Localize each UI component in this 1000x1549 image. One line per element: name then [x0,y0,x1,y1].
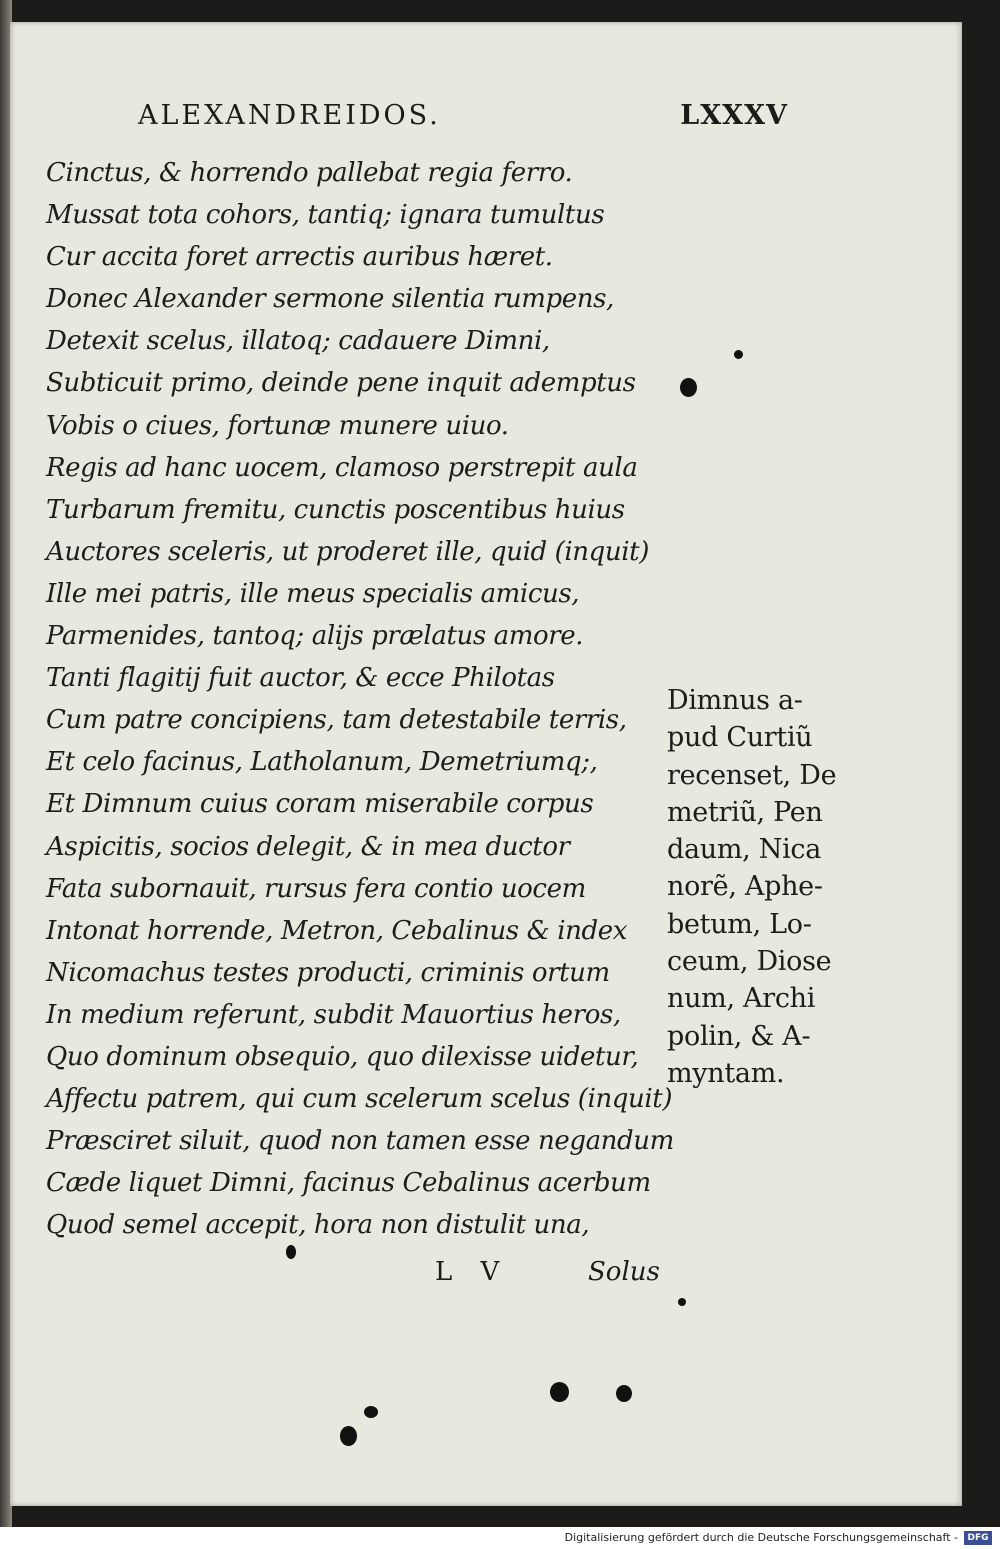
signature-mark: L V [435,1257,510,1287]
verse-line: Cinctus, & horrendo pallebat regia ferro. [46,158,573,188]
ink-spot [364,1406,378,1418]
catchword: Solus [588,1257,660,1287]
verse-text [46,152,686,1246]
marginal-note-line: myntam. [667,1057,785,1089]
verse-line: Mussat tota cohors, tantiq; ignara tumultus [46,200,605,231]
ink-spot [734,350,743,359]
verse-line: Quo dominum obsequio, quo dilexisse uidetur, [46,1041,639,1072]
ink-spot [678,1298,686,1306]
verse-line: Nicomachus testes producti, criminis ortum [46,957,610,988]
verse-line: Quod semel accepit, hora non distulit una, [46,1210,590,1241]
verse-line: Turbarum fremitu, cunctis poscentibus huius [46,494,625,525]
marginal-note-line: num, Archi [667,983,816,1015]
folio-number: LXXXV [680,100,788,131]
credit-text: Digitalisierung gefördert durch die Deutsche Forschungsgemeinschaft - [564,1531,958,1544]
dfg-logo: DFG [964,1531,992,1545]
ink-spot [340,1426,357,1446]
verse-line: Regis ad hanc uocem, clamoso perstrepit aula [46,452,638,483]
verse-line: Vobis o ciues, fortunæ munere uiuo. [46,410,509,441]
verse-line: Auctores sceleris, ut proderet ille, quid (inquit) [46,536,649,567]
verse-line: Et celo facinus, Latholanum, Demetriumq;, [46,747,598,778]
verse-line: Cæde liquet Dimni, facinus Cebalinus acerbum [46,1168,651,1199]
marginal-note-line: betum, Lo- [667,908,812,940]
marginal-note-line: norẽ, Aphe- [667,871,823,903]
marginal-note-line: recenset, De [667,759,837,791]
verse-line: Cum patre concipiens, tam detestabile terris, [46,705,627,736]
marginal-note-line: pud Curtiũ [667,722,813,754]
verse-line: Præsciret siluit, quod non tamen esse negandum [46,1126,674,1157]
verse-line: In medium referunt, subdit Mauortius heros, [46,999,621,1030]
ink-spot [616,1385,632,1402]
book-page [10,22,962,1506]
verse-line: Parmenides, tantoq; alijs prælatus amore. [46,621,584,652]
verse-line: Et Dimnum cuius coram miserabile corpus [46,789,594,820]
marginal-note [667,682,862,1092]
marginal-note-line: ceum, Diose [667,946,832,978]
ink-spot [550,1382,569,1402]
ink-spot [680,378,697,397]
verse-line: Fata subornauit, rursus fera contio uocem [46,873,586,904]
marginal-note-line: Dimnus a- [667,685,803,716]
page-footer [10,1257,962,1297]
marginal-note-line: daum, Nica [667,834,822,866]
running-title: ALEXANDREIDOS. [138,100,441,131]
verse-line: Tanti flagitij fuit auctor, & ecce Philotas [46,663,555,694]
marginal-note-line: metriũ, Pen [667,796,823,828]
verse-line: Affectu patrem, qui cum scelerum scelus (inquit) [46,1084,673,1115]
marginal-note-line: polin, & A- [667,1020,811,1052]
verse-line: Donec Alexander sermone silentia rumpens, [46,284,614,315]
verse-line: Detexit scelus, illatoq; cadauere Dimni, [46,326,550,357]
digitization-credit-bar [0,1527,1000,1549]
verse-line: Intonat horrende, Metron, Cebalinus & index [46,915,627,946]
verse-line: Subticuit primo, deinde pene inquit ademptus [46,368,636,399]
verse-line: Ille mei patris, ille meus specialis amicus, [46,578,580,609]
verse-line: Cur accita foret arrectis auribus hæret. [46,242,553,273]
ink-spot [286,1245,296,1259]
page-header [138,100,788,150]
verse-line: Aspicitis, socios delegit, & in mea ductor [46,831,570,862]
